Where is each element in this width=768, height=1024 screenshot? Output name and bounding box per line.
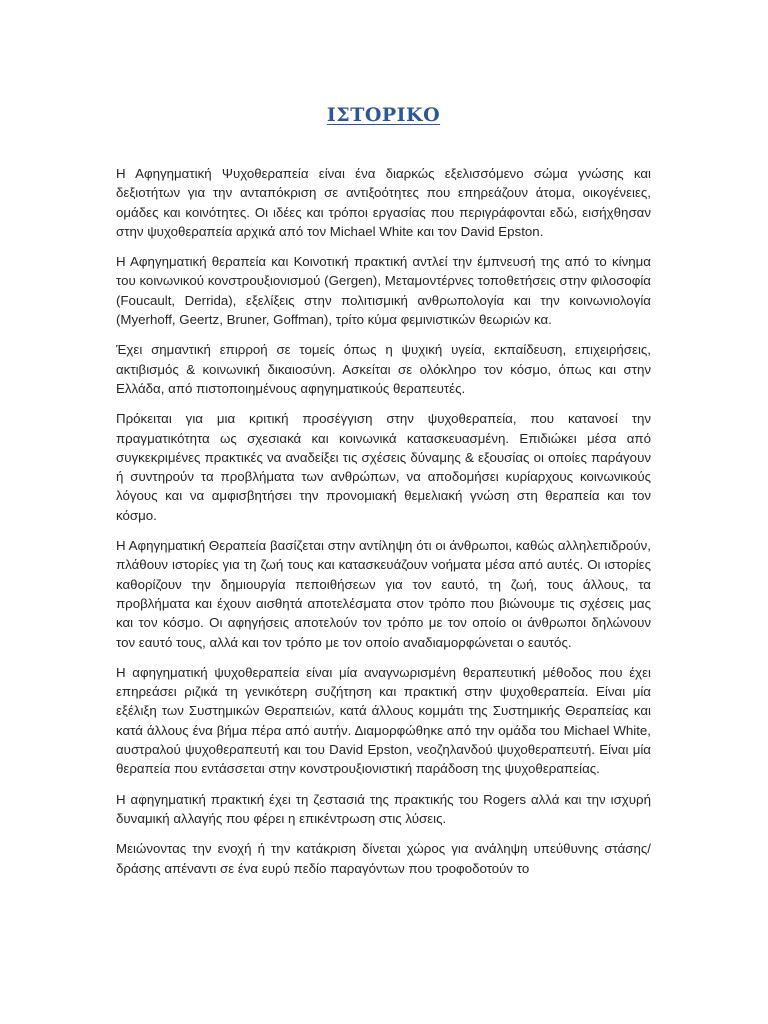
paragraph-6: Η αφηγηματική ψυχοθεραπεία είναι μία αναγνωρισμένη θεραπευτική μέθοδος που έχει επηρεάσει ριζικά τη γενικότερη συζήτηση και πρακτική στην ψυχοθεραπεία. Είναι μία εξέλιξη των Συστημικών Θεραπειών, κατά άλλους κομμάτι της Συστημικής Θεραπείας και κατά άλλους ένα βήμα πέρα από αυτήν. Διαμορφώθηκε από την ομάδα του Michael White, αυστραλού ψυχοθεραπευτή και του David Epston, νεοζηλανδού ψυχοθεραπευτή. Είναι μία θεραπεία που εντάσσεται στην κονστρουξιονιστική παράδοση της ψυχοθεραπείας. [116,664,651,777]
paragraph-3: Έχει σημαντική επιρροή σε τομείς όπως η ψυχική υγεία, εκπαίδευση, επιχειρήσεις, ακτιβισμός & κοινωνική δικαιοσύνη. Ασκείται σε ολόκληρο τον κόσμο, όπως και στην Ελλάδα, από πιστοποιημένους αφηγηματικούς θεραπευτές. [116,342,651,396]
page-title: ΙΣΤΟΡΙΚΟ [326,104,441,126]
paragraph-2: Η Αφηγηματική θεραπεία και Κοινοτική πρακτική αντλεί την έμπνευσή της από το κίνημα του κοινωνικού κονστρουξιονισμού (Gergen), Μεταμοντέρνες τοποθετήσεις στην φιλοσοφία (Foucault, Derrida), εξελίξεις στην πολιτισμική ανθρωπολογία και την κοινωνιολογία (Myerhoff, Geertz, Bruner, Goffman), τρίτο κύμα φεμινιστικών θεωριών κα. [116,254,651,328]
paragraph-5: Η Αφηγηματική Θεραπεία βασίζεται στην αντίληψη ότι οι άνθρωποι, καθώς αλληλεπιδρούν, πλάθουν ιστορίες για τη ζωή τους και κατασκευάζουν νοήματα μέσα από αυτές. Οι ιστορίες καθορίζουν την δημιουργία πεποιθήσεων για τον εαυτό, τη ζωή, τους άλλους, τα προβλήματα και έχουν αισθητά αποτελέσματα στον τρόπο που βιώνουμε τις σχέσεις μας και τον κόσμο. Οι αφηγήσεις αποτελούν τον τρόπο με τον οποίο οι άνθρωποι δηλώνουν τον εαυτό τους, αλλά και τον τρόπο με τον οποίο αναδιαμορφώνεται ο εαυτός. [116,538,651,650]
document-page [116,98,651,1024]
paragraph-4: Πρόκειται για μια κριτική προσέγγιση στην ψυχοθεραπεία, που κατανοεί την πραγματικότητα ως σχεσιακά και κοινωνικά κατασκευασμένη. Επιδιώκει μέσα από συγκεκριμένες πρακτικές να αναδείξει τις σχέσεις δύναμης & εξουσίας οι οποίες παράγουν ή συντηρούν τα προβλήματα των ανθρώπων, να αποδομήσει κυρίαρχους κοινωνικούς λόγους και να αμφισβητήσει την προνομιακή θεμελιακή γνώση στη θεραπεία και τον κόσμο. [116,411,651,523]
paragraph-7: Η αφηγηματική πρακτική έχει τη ζεστασιά της πρακτικής του Rogers αλλά και την ισχυρή δυναμική αλλαγής που φέρει η επικέντρωση στις λύσεις. [116,791,651,826]
paragraph-1: Η Αφηγηματική Ψυχοθεραπεία είναι ένα διαρκώς εξελισσόμενο σώμα γνώσης και δεξιοτήτων για την ανταπόκριση σε αντιξοότητες που επηρεάζουν άτομα, οικογένειες, ομάδες και κοινότητες. Οι ιδέες και τρόποι εργασίας που περιγράφονται εδώ, εισήχθησαν στην ψυχοθεραπεία αρχικά από τον Michael White και τον David Epston. [116,166,651,239]
paragraph-8: Μειώνοντας την ενοχή ή την κατάκριση δίνεται χώρος για ανάληψη υπεύθυνης στάσης/δράσης απέναντι σε ένα ευρύ πεδίο παραγόντων που τροφοδοτούν το [116,841,651,876]
